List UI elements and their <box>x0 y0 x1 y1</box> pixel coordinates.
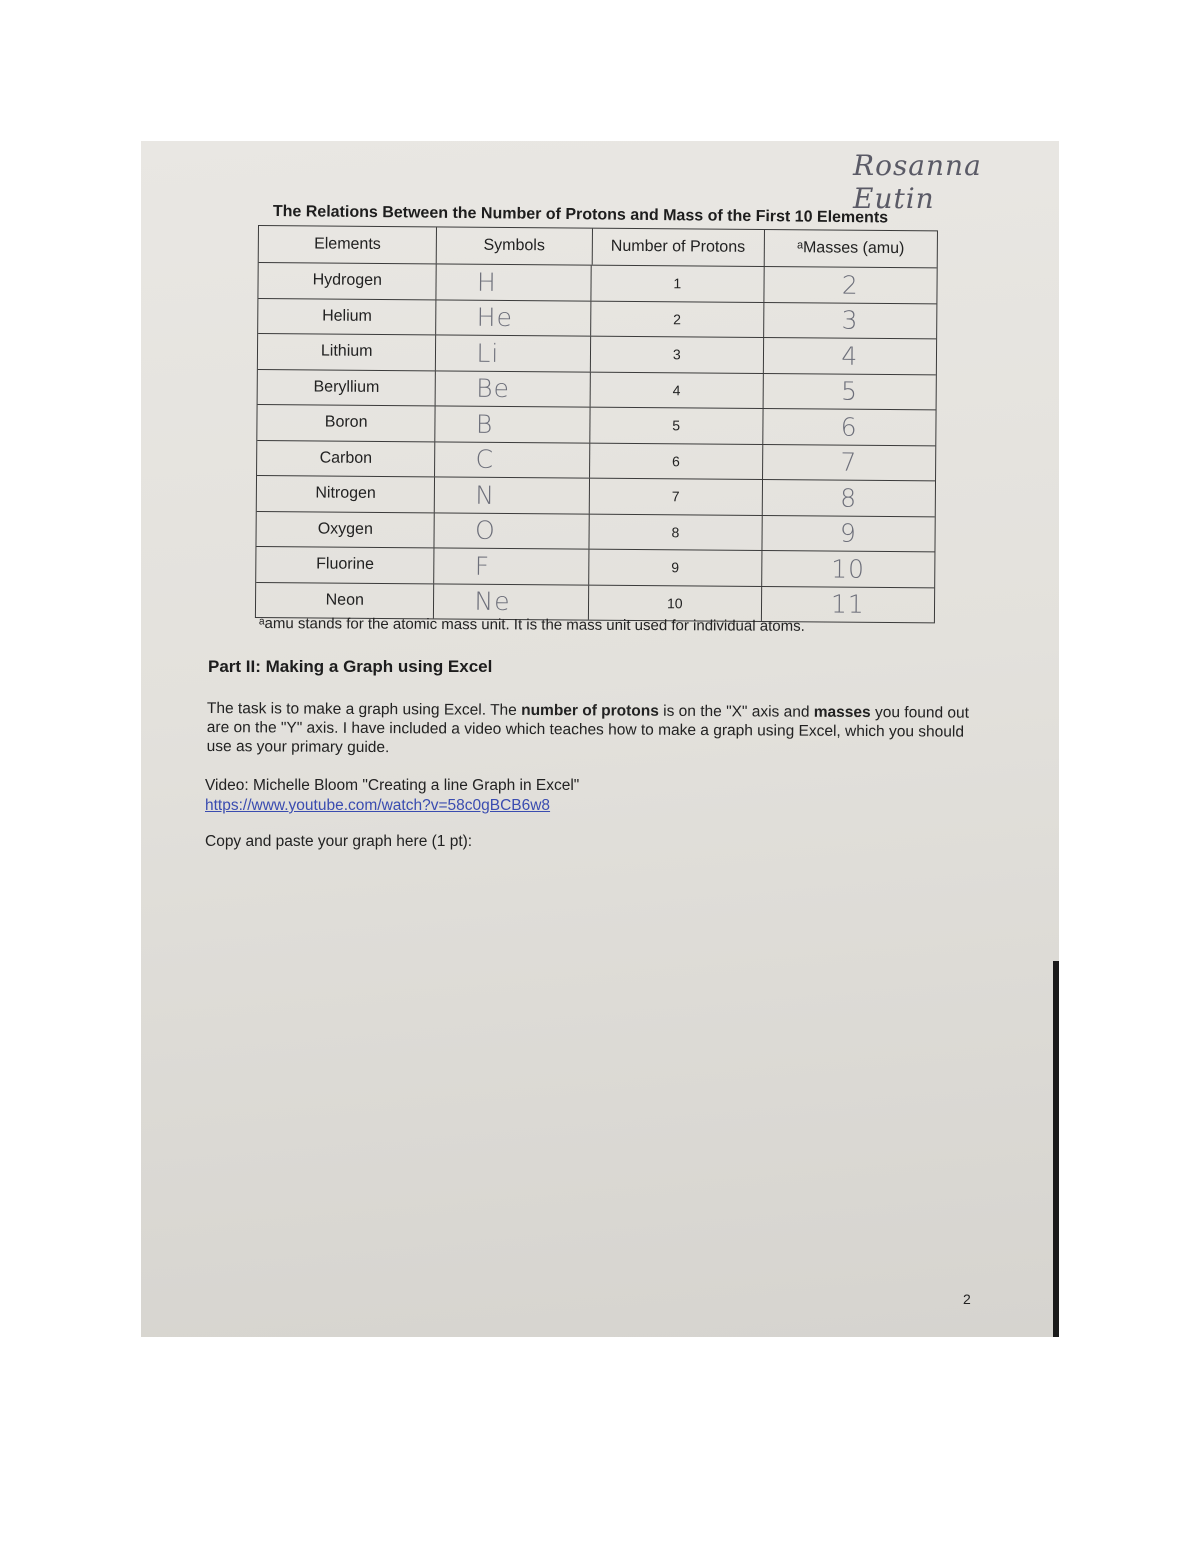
table-row <box>257 404 935 445</box>
header-elements: Elements <box>314 235 381 253</box>
element-cell: Lithium <box>320 342 373 361</box>
para-text: you found out are on the "Y" axis. I have included a video which teaches how to make a graph using Excel, which you should use as your primary guide. <box>206 704 969 757</box>
table-row <box>258 298 936 339</box>
symbol-cell: Li <box>435 335 590 371</box>
table-title: The Relations Between the Number of Protons and Mass of the First 10 Elements <box>272 203 889 227</box>
symbol-cell: H <box>436 264 591 300</box>
mass-cell: 6 <box>762 409 936 445</box>
mass-cell: 11 <box>760 586 934 622</box>
protons-cell: 9 <box>588 550 761 586</box>
para-text: The task is to make a graph using Excel. The <box>206 700 522 719</box>
task-paragraph <box>207 699 982 761</box>
table-row <box>258 333 936 374</box>
page-edge-shadow <box>1053 961 1059 1337</box>
para-text: is on the "X" axis and <box>658 702 814 721</box>
protons-cell: 1 <box>590 266 763 302</box>
copy-paste-instruction: Copy and paste your graph here (1 pt): <box>205 833 473 850</box>
element-cell: Hydrogen <box>312 271 383 290</box>
para-bold: number of protons <box>521 701 659 720</box>
protons-cell: 6 <box>589 443 762 479</box>
protons-cell: 10 <box>588 585 761 621</box>
document-photo <box>141 141 1059 1337</box>
mass-cell: 2 <box>763 267 937 303</box>
protons-cell: 4 <box>590 372 763 408</box>
symbol-cell: O <box>434 513 589 549</box>
mass-cell: 10 <box>761 551 935 587</box>
table-footnote: ᵃamu stands for the atomic mass unit. It is the mass unit used for individual atoms. <box>258 615 805 635</box>
symbol-cell: B <box>435 406 590 442</box>
symbol-cell: He <box>436 300 591 336</box>
element-cell: Neon <box>325 591 364 609</box>
table-row <box>256 510 934 551</box>
table-row <box>258 262 936 303</box>
protons-cell: 5 <box>589 408 762 444</box>
symbol-cell: Ne <box>433 584 588 620</box>
student-signature: Rosanna Eutin <box>853 149 982 215</box>
protons-cell: 3 <box>590 337 763 373</box>
table-row <box>257 440 935 481</box>
protons-cell: 2 <box>590 301 763 337</box>
element-table <box>255 225 938 623</box>
mass-cell: 3 <box>763 302 937 338</box>
element-cell: Fluorine <box>316 555 375 574</box>
element-cell: Nitrogen <box>315 484 376 503</box>
video-reference: Video: Michelle Bloom "Creating a line Graph in Excel" <box>205 777 580 794</box>
section-title: Part II: Making a Graph using Excel <box>208 657 493 676</box>
symbol-cell: Be <box>435 371 590 407</box>
mass-cell: 9 <box>761 515 935 551</box>
table-header-row <box>259 226 937 267</box>
table-row <box>258 369 936 410</box>
mass-cell: 8 <box>761 480 935 516</box>
element-cell: Helium <box>322 307 372 325</box>
para-bold: masses <box>813 703 871 722</box>
protons-cell: 8 <box>589 514 762 550</box>
symbol-cell: N <box>434 477 589 513</box>
element-cell: Oxygen <box>317 520 373 538</box>
video-link[interactable]: https://www.youtube.com/watch?v=58c0gBCB6w8 <box>205 797 551 814</box>
element-cell: Boron <box>324 413 368 432</box>
mass-cell: 4 <box>762 338 936 374</box>
element-cell: Beryllium <box>313 378 380 396</box>
header-masses: ᵃMasses (amu) <box>763 230 937 267</box>
element-cell: Carbon <box>319 449 373 467</box>
table-row <box>257 475 935 516</box>
protons-cell: 7 <box>589 479 762 515</box>
symbol-cell: C <box>434 442 589 478</box>
mass-cell: 5 <box>762 373 936 409</box>
table-row <box>256 546 934 587</box>
header-protons: Number of Protons <box>591 229 764 266</box>
mass-cell: 7 <box>762 444 936 480</box>
symbol-cell: F <box>434 548 589 584</box>
page-number: 2 <box>963 1291 971 1307</box>
header-symbols: Symbols <box>436 227 592 264</box>
